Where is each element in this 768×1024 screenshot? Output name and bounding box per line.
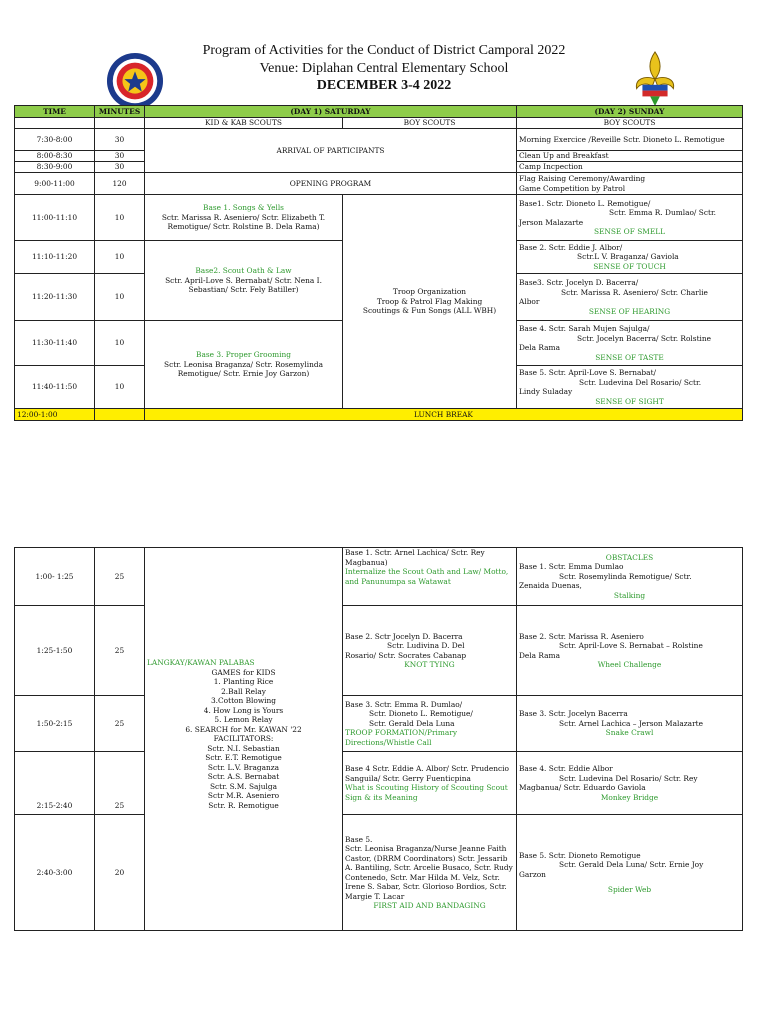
facilitators-list [147, 744, 340, 811]
document-title: Program of Activities for the Conduct of District Camporal 2022 [202, 43, 566, 58]
base-line: Sctr. Ludivina D. Del [387, 641, 465, 650]
minutes-cell: 120 [95, 173, 145, 195]
base-topic: KNOT TYING [404, 660, 455, 669]
morning-schedule-table [14, 105, 743, 421]
minutes-cell: 25 [95, 606, 145, 696]
base-line: Jerson Malazarte [519, 217, 584, 227]
base-line: Sctr. Ludevina Del Rosario/ Sctr. [579, 377, 702, 387]
troop-line: Troop Organization [392, 287, 467, 297]
table-row [15, 548, 743, 606]
base-line: Dela Rama [519, 650, 560, 660]
obstacle-name: Wheel Challenge [597, 660, 662, 669]
base-line: Albor [519, 297, 540, 306]
obstacle-base-cell [517, 696, 743, 752]
sunday-activity [517, 173, 743, 195]
base-line: Sctr. Rosemylinda Remotigue/ Sctr. [559, 571, 692, 581]
base-facilitators: Base 4 Sctr. Eddie A. Albor/ Sctr. Prudencio Sanguila/ Sctr. Gerry Fuenticpina [345, 764, 509, 783]
facilitator-item: Sctr M.R. Aseniero [207, 791, 280, 800]
game-item: 1. Planting Rice [213, 677, 274, 686]
base-topic: Internalize the Scout Oath and Law/ Motto, and Panunumpa sa Watawat [345, 567, 509, 586]
base-line: Sctr. Jocelyn Bacerra/ Sctr. Rolstine [577, 333, 712, 343]
base-topic: FIRST AID AND BANDAGING [373, 901, 486, 910]
base-facilitators: Sctr. Leonisa Braganza/ Sctr. Rosemylinda Remotigue/ Sctr. Ernie Joy Garzon) [164, 359, 323, 379]
game-item: 4. How Long is Yours [203, 705, 284, 715]
obstacle-base-cell [517, 752, 743, 815]
time-cell: 11:20-11:30 [15, 274, 95, 321]
arrival-cell: ARRIVAL OF PARTICIPANTS [145, 129, 517, 173]
base-line: Dela Rama [519, 343, 560, 352]
minutes-cell [95, 409, 145, 421]
obstacle-base-cell [517, 606, 743, 696]
table-row [15, 696, 743, 752]
activity-line: Flag Raising Ceremony/Awarding [519, 174, 646, 183]
facilitator-item: Sctr. E.T. Remotigue [205, 753, 282, 762]
date-line: DECEMBER 3-4 2022 [316, 78, 452, 93]
sense-title: SENSE OF SMELL [593, 227, 666, 236]
time-header: TIME [15, 106, 95, 118]
facilitators-title: FACILITATORS: [213, 734, 274, 743]
base-topic: TROOP FORMATION/Primary Directions/Whistle Call [345, 728, 458, 747]
base-line: Base 5. Sctr. April-Love S. Bernabat/ [519, 368, 657, 377]
table-row [15, 195, 743, 241]
sense-base-cell [517, 241, 743, 274]
base-line: Sctr. April-Love S. Bernabat – Rolstine [559, 641, 703, 650]
obstacle-name: Monkey Bridge [600, 792, 659, 802]
sunday-activity: Camp Incpection [517, 162, 743, 173]
boy-scouts-header: BOY SCOUTS [343, 118, 517, 129]
minutes-cell: 10 [95, 195, 145, 241]
base-line: Magbanua/ Sctr. Eduardo Gaviola [519, 783, 646, 792]
sense-base-cell [517, 274, 743, 321]
langkay-title: LANGKAY/KAWAN PALABAS [147, 658, 255, 667]
facilitator-item: Sctr. S.M. Sajulga [209, 781, 278, 791]
lunch-break-label: LUNCH BREAK [145, 409, 743, 421]
sense-base-cell [517, 321, 743, 366]
base-facilitators: Sctr. Marissa R. Aseniero/ Sctr. Elizabeth T. Remotigue/ Sctr. Rolstine B. Dela Rama) [161, 212, 326, 232]
minutes-cell: 20 [95, 815, 145, 931]
base-line: Zenaida Duenas, [519, 581, 582, 591]
table-row [15, 173, 743, 195]
day1-header: (DAY 1) SATURDAY [145, 106, 517, 118]
kid-kab-header: KID & KAB SCOUTS [145, 118, 343, 129]
base-line: Rosario/ Sctr. Socrates Cabanap [345, 650, 467, 660]
base-line: Sctr. Gerald Dela Luna [369, 718, 455, 728]
facilitator-item: Sctr. R. Remotigue [208, 800, 279, 810]
base-topic: What is Scouting History of Scouting Scout Sign & its Meaning [345, 783, 508, 802]
obstacles-title: OBSTACLES [605, 552, 654, 562]
opening-program-cell: OPENING PROGRAM [145, 173, 517, 195]
afternoon-schedule-table [14, 547, 743, 931]
base-facilitators: Sctr. April-Love S. Bernabat/ Sctr. Nena I. Sebastian/ Sctr. Fely Batiller) [165, 275, 322, 295]
base-line: Base 5. [345, 834, 373, 844]
sense-title: SENSE OF SIGHT [595, 396, 664, 406]
base-line: Sctr. Arnel Lachica – Jerson Malazarte [559, 718, 703, 728]
table-row [15, 752, 743, 815]
time-cell: 11:40-11:50 [15, 366, 95, 409]
base-line: Sctr.L V. Braganza/ Gaviola [577, 252, 679, 262]
time-cell: 9:00-11:00 [15, 173, 95, 195]
sense-title: SENSE OF TASTE [595, 352, 664, 362]
time-cell: 8:00-8:30 [15, 151, 95, 162]
games-list [147, 677, 340, 734]
minutes-cell: 10 [95, 241, 145, 274]
boy-base-cell [343, 815, 517, 931]
time-cell: 11:00-11:10 [15, 195, 95, 241]
subheader-row [15, 118, 743, 129]
facilitator-item: Sctr. N.I. Sebastian [207, 743, 280, 753]
obstacle-base-cell [517, 815, 743, 931]
base-line: Sctr. Ludevina Del Rosario/ Sctr. Rey [559, 773, 698, 783]
game-item: 2.Ball Relay [221, 686, 266, 696]
table-row [15, 129, 743, 151]
activity-line: Game Competition by Patrol [519, 183, 626, 193]
base-line: Base 4. Sctr. Sarah Mujen Sajulga/ [519, 324, 650, 333]
time-cell: 2:15-2:40 [15, 752, 95, 815]
time-cell: 2:40-3:00 [15, 815, 95, 931]
venue-line: Venue: Diplahan Central Elementary School [259, 61, 509, 76]
kid-base-2-cell [145, 241, 343, 321]
langkay-games-cell [145, 548, 343, 931]
base-line: Base 2. Sctr. Eddie J. Albor/ [519, 242, 623, 252]
base-title: Base 3. Proper Grooming [196, 350, 291, 360]
game-item: 6. SEARCH for Mr. KAWAN '22 [185, 724, 302, 734]
obstacle-name: Spider Web [607, 885, 652, 894]
sunday-activity: Morning Exercice /Reveille Sctr. Dioneto L. Remotigue [517, 129, 743, 151]
time-cell: 1:25-1:50 [15, 606, 95, 696]
base-line: Base 2. Sctr. Marissa R. Aseniero [519, 631, 644, 641]
page-header [0, 42, 768, 95]
base-line: Base 1. Sctr. Emma Dumlao [519, 562, 624, 572]
game-item: 3.Cotton Blowing [210, 696, 277, 705]
base-facilitators: Sctr. Leonisa Braganza/Nurse Jeanne Faith Castor, (DRRM Coordinators) Sctr. Jessarib A. Bantiling, Sctr. Arcelie Busaco, Sctr. Rudy Contenedo, Sctr. Mar Hilda M. Velz, Sctr. Irene S. Sabar, Sctr. Glorioso Bordios, Sctr. Margie T. Lacar [345, 844, 513, 901]
base-line: Sctr. Gerald Dela Luna/ Sctr. Ernie Joy [559, 860, 704, 869]
boy-base-cell [343, 548, 517, 606]
base-line: Sctr. Emma R. Dumlao/ Sctr. [609, 208, 717, 217]
base-line: Lindy Suladay [519, 387, 573, 396]
time-cell: 11:30-11:40 [15, 321, 95, 366]
kid-base-3-cell [145, 321, 343, 409]
minutes-cell: 30 [95, 129, 145, 151]
table-row [15, 606, 743, 696]
base-title: Base2. Scout Oath & Law [195, 266, 292, 276]
sense-base-cell [517, 195, 743, 241]
sense-title: SENSE OF TOUCH [593, 261, 666, 271]
time-cell: 1:50-2:15 [15, 696, 95, 752]
base-line: Base1. Sctr. Dioneto L. Remotigue/ [519, 198, 651, 208]
base-facilitators: Base 1. Sctr. Arnel Lachica/ Sctr. Rey Magbanua) [345, 548, 485, 567]
minutes-cell: 10 [95, 274, 145, 321]
troop-line: Troop & Patrol Flag Making [376, 296, 483, 306]
base-line: Garzon [519, 869, 546, 879]
minutes-cell: 30 [95, 151, 145, 162]
base-line: Base 4. Sctr. Eddie Albor [519, 764, 613, 773]
base-line: Base 3. Sctr. Jocelyn Bacerra [519, 709, 628, 719]
minutes-cell: 25 [95, 752, 145, 815]
table-row [15, 815, 743, 931]
boy-base-cell [343, 696, 517, 752]
time-cell: 12:00-1:00 [15, 409, 95, 421]
minutes-header: MINUTES [95, 106, 145, 118]
base-line: Base 3. Sctr. Emma R. Dumlao/ [345, 699, 463, 709]
base-line: Base 5. Sctr. Dioneto Remotigue [519, 850, 641, 860]
troop-line: Scoutings & Fun Songs (ALL WBH) [362, 306, 497, 316]
troop-organization-cell [343, 195, 517, 409]
facilitator-item: Sctr. A.S. Bernabat [207, 772, 280, 781]
obstacle-base-cell [517, 548, 743, 606]
sense-title: SENSE OF HEARING [588, 306, 671, 316]
sunday-activity: Clean Up and Breakfast [517, 151, 743, 162]
base-line: Base3. Sctr. Jocelyn D. Bacerra/ [519, 278, 639, 287]
base-line: Sctr. Dioneto L. Remotigue/ [369, 709, 473, 719]
time-cell: 7:30-8:00 [15, 129, 95, 151]
day2-header: (DAY 2) SUNDAY [517, 106, 743, 118]
time-cell: 11:10-11:20 [15, 241, 95, 274]
base-title: Base 1. Songs & Yells [203, 203, 284, 213]
games-title: GAMES for KIDS [211, 667, 276, 677]
minutes-cell: 10 [95, 366, 145, 409]
game-item: 5. Lemon Relay [214, 715, 273, 724]
boy-scouts-header-day2: BOY SCOUTS [517, 118, 743, 129]
boy-base-cell [343, 752, 517, 815]
facilitator-item: Sctr. L.V. Braganza [207, 762, 280, 772]
base-line: Base 2. Sctr Jocelyn D. Bacerra [345, 631, 463, 641]
time-cell: 8:30-9:00 [15, 162, 95, 173]
table-header-row [15, 106, 743, 118]
minutes-cell: 25 [95, 696, 145, 752]
minutes-cell: 30 [95, 162, 145, 173]
base-line: Sctr. Marissa R. Aseniero/ Sctr. Charlie [561, 287, 708, 297]
obstacle-name: Stalking [613, 590, 646, 600]
time-cell: 1:00- 1:25 [15, 548, 95, 606]
boy-base-cell [343, 606, 517, 696]
minutes-cell: 25 [95, 548, 145, 606]
minutes-cell: 10 [95, 321, 145, 366]
obstacle-name: Snake Crawl [605, 728, 654, 738]
sense-base-cell [517, 366, 743, 409]
kid-base-1-cell [145, 195, 343, 241]
lunch-row [15, 409, 743, 421]
